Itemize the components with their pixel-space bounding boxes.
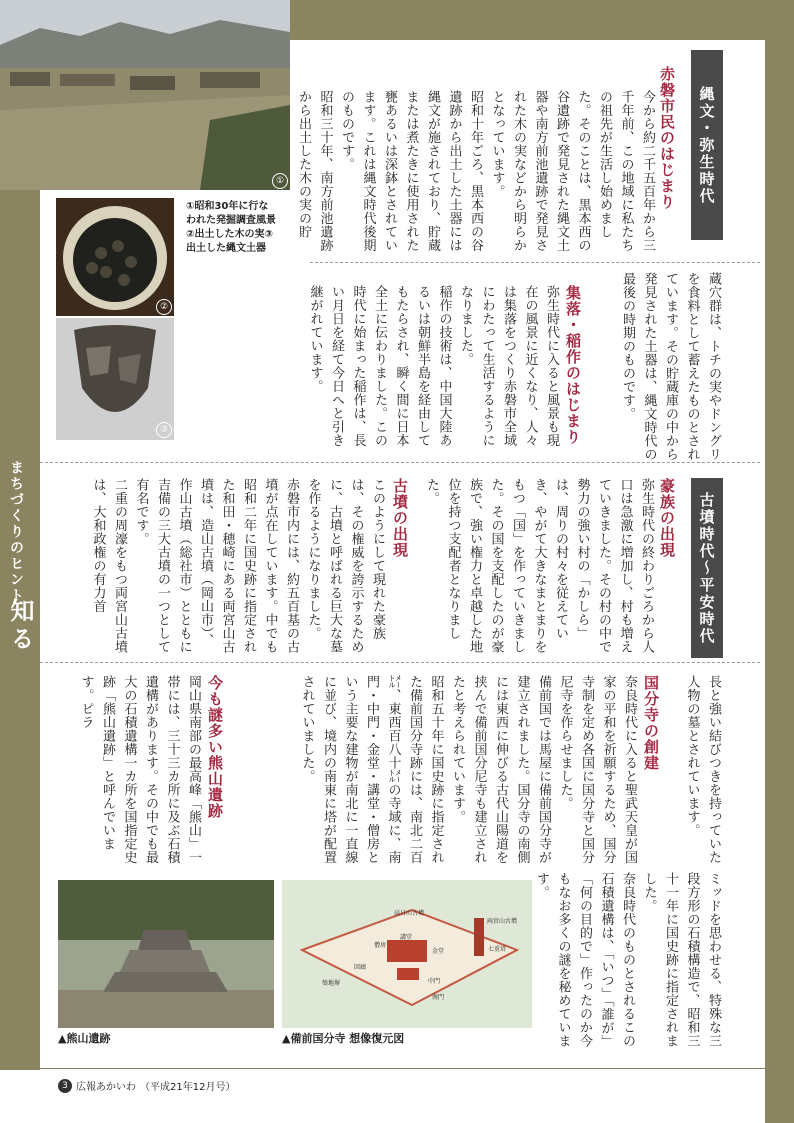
s1-p1: 今から約二千五百年から三千年前、この地域に私たちの祖先が生活し始めました。そのことは、黒本西の谷遺跡で発見された縄文土器や南方前池遺跡で発見された木の実などから明らかとなっています。 [489, 90, 655, 252]
s2-p3: 赤磐市内には、約五百基の古墳が点在しています。中でも昭和二年に国史跡に指定された和田・穂崎にある両宮山古墳は、造山古墳（岡山市）、作山古墳（総社市）とともに吉備の三大古墳の一つとして有名です。 [133, 478, 299, 654]
s3-p2: 備前国では馬屋に備前国分寺が建立されました。国分寺の南側には東西に伸びる古代山陽道を挟んで備前国分尼寺も建立されたと考えられています。 [450, 675, 551, 864]
s1-p3: 昭和三十年、南方前池遺跡から出土した木の実の貯 [296, 90, 333, 252]
right-band [765, 0, 794, 1123]
s2-col [62, 478, 388, 658]
photo-caption: ①昭和30年に行なわれた発掘調査風景②出土した木の実③出土した縄文土器 [186, 201, 276, 254]
footer-strip [40, 1068, 765, 1069]
footer [58, 1078, 235, 1093]
s2-p2: このようにして現れた豪族は、その権威を誇示するために、古墳と呼ばれる巨大な墓を作るようになりました。 [305, 478, 385, 654]
heading-akaiwa-citizens: 赤磐市民のはじまり [658, 66, 676, 210]
kumayama-caption: ▲熊山遺跡 [58, 1032, 111, 1045]
kokubunji-caption: ▲備前国分寺 想像復元図 [282, 1032, 405, 1045]
s3-p6: 奈良時代のものとされるこの石積遺構は、「いつ」「誰が」「何の目的で」作ったのか今もなお多くの謎を秘めています。 [534, 872, 635, 1048]
s1-p4: 蔵穴群は、トチの実やドングリを食料として蓄えたものとされています。その貯蔵庫の中から発見された土器は、縄文時代の最後の時期のものです。 [620, 272, 721, 461]
side-kanji: 知る [6, 598, 34, 654]
label-nanmon: 南門 [432, 994, 445, 1001]
issue-label: （平成21年12月号） [140, 1082, 236, 1093]
s2-p4: 二重の周濠をもつ両宮山古墳は、大和政権の有力首 [90, 478, 127, 654]
s3-col-a [240, 675, 640, 865]
s3-p0: 長と強い結びつきを持っていた人物の墓とされています。 [684, 675, 721, 864]
divider-3 [40, 662, 760, 663]
heading-kofun: 古墳の出現 [391, 478, 409, 558]
photo-number-3: ③ [156, 422, 172, 438]
s3-p5: ミッドを思わせる、特殊な三段方形の石積構造で、昭和三十一年に国史跡に指定されました。 [641, 872, 721, 1048]
pottery-photo-art [56, 318, 174, 440]
s1-p6: 稲作の技術は、中国大陸あるいは朝鮮半島を経由してもたらされ、瞬く間に日本全土に伝わりました。この時代に始まった稲作は、長い月日を経て今日へと引き継がれています。 [307, 285, 452, 447]
kumayama-photo [58, 880, 274, 1028]
s3-p4: 岡山県南部の最高峰「熊山」一帯には、三十三カ所に及ぶ石積遺構があります。その中でも最大の石積遺構一カ所を国指定史跡「熊山遺跡」と呼んでいます。ピラ [78, 675, 201, 864]
photo-number-2: ② [156, 299, 172, 315]
label-kodo: 講堂 [400, 934, 413, 941]
divider-1 [310, 262, 760, 263]
pottery-photo [56, 318, 174, 440]
label-ryoguzan: 両宮山古墳 [487, 918, 518, 925]
s1-col-a [296, 90, 658, 260]
page-number: 3 [58, 1079, 72, 1093]
s3-p3: 昭和五十年に国史跡に指定された備前国分寺跡には、南北二百㍍、東西百八十㍍の寺域に、南門・中門・金堂・講堂・僧房という主要な建物が南北に一直線に並び、境内の南東に塔が配置されていました。 [299, 675, 444, 864]
s1-p5: 弥生時代に入ると風景も現在の風景に近くなり、人々は集落をつくり赤磐市全域にわたって生活するようになりました。 [458, 285, 559, 447]
excavation-photo-art [0, 0, 290, 190]
kumayama-photo-art [58, 880, 274, 1028]
s1-col-b [307, 285, 562, 455]
s1-p2: 昭和十年ごろ、黒本西の谷遺跡から出土した土器には縄文が施されており、貯蔵または煮たきに使用された甕あるいは深鉢とされています。これは縄文時代後期のものです。 [339, 90, 483, 252]
s3-p1: 奈良時代に入ると聖武天皇が国家の平和を祈願するため、国分寺制を定め各国に国分寺と国分尼寺を作らせました。 [557, 675, 637, 864]
kokubunji-illustration-art [282, 880, 532, 1028]
side-title: まちづくりのヒント [8, 460, 24, 604]
nuts-photo [56, 198, 174, 316]
era-label-kofun: 古墳時代〜平安時代 [691, 478, 723, 658]
label-tsuijibei: 築地塀 [322, 980, 341, 987]
nuts-photo-art [56, 198, 174, 316]
label-takahi: 高日山古墳 [394, 910, 425, 917]
label-sobo: 僧房 [374, 942, 387, 949]
label-kondo: 金堂 [432, 948, 445, 955]
label-tower: 七重塔 [488, 946, 507, 953]
photo-number-1: ① [272, 173, 288, 189]
heading-kokubunji: 国分寺の創建 [642, 675, 660, 771]
label-chumon: 中門 [428, 978, 441, 985]
heading-kumayama: 今も謎多い熊山遺跡 [206, 675, 224, 819]
s2-p1: 弥生時代の終わりごろから人口は急激に増加し、村も増えていきました。その村の中で勢力の強い村の「かしら」は、周りの村々を従えていき、やがて大きなまとまりをもつ「国」を作っていきました。その国を支配したのが豪族で、強い権力と卓越した地位を持つ支配者となりました。 [424, 478, 654, 654]
kokubunji-illustration [282, 880, 532, 1028]
era-label-jomon: 縄文・弥生時代 [691, 50, 723, 240]
heading-settlement-rice: 集落・稲作のはじまり [564, 285, 582, 445]
top-band [290, 0, 794, 40]
excavation-photo [0, 0, 290, 190]
heading-clans: 豪族の出現 [658, 478, 676, 558]
s3-col-b [534, 872, 724, 1052]
publication-name: 広報あかいわ [76, 1082, 136, 1093]
divider-2 [40, 462, 760, 463]
label-kairo: 回廊 [354, 964, 367, 971]
